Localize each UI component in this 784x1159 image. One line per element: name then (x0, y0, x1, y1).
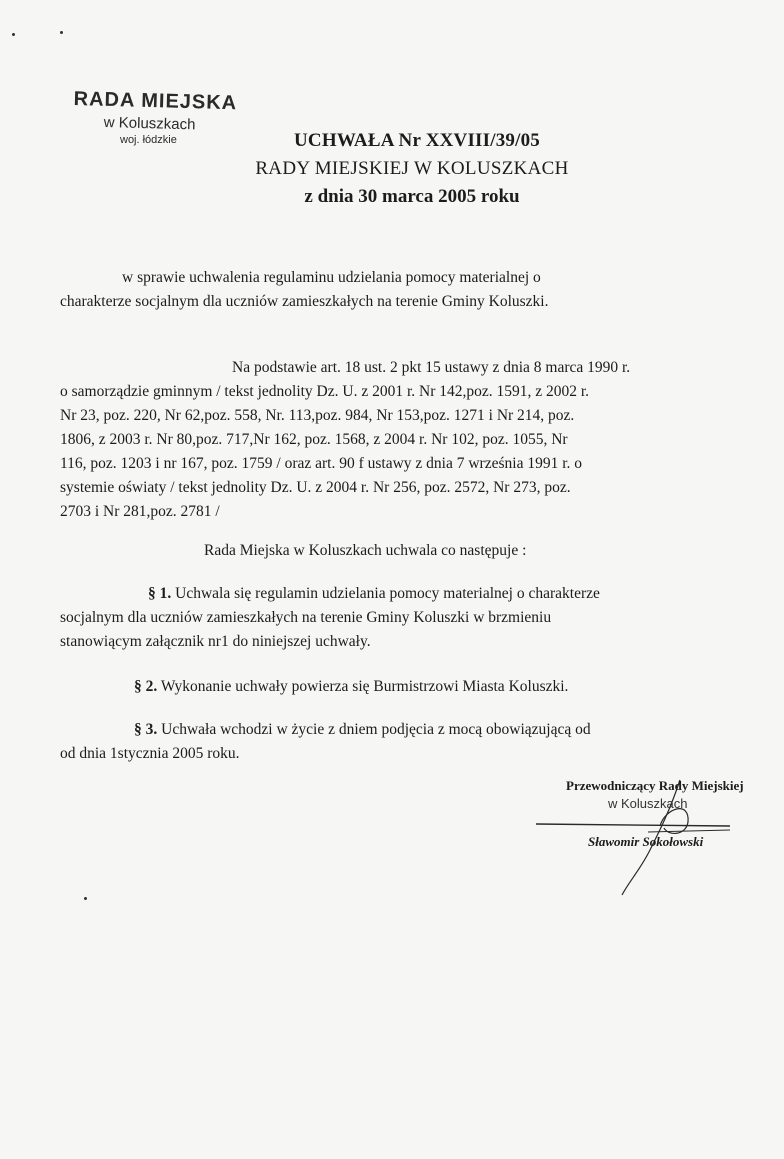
issuing-body: RADY MIEJSKIEJ W KOLUSZKACH (255, 158, 569, 179)
legal-basis-line: Na podstawie art. 18 ust. 2 pkt 15 ustawy z dnia 8 marca 1990 r. (232, 359, 631, 376)
signatory-place: w Koluszkach (608, 796, 688, 811)
stamp-voivodeship: woj. łódzkie (120, 134, 177, 146)
section-1-line: socjalnym dla uczniów zamieszkałych na terenie Gminy Koluszki w brzmieniu (60, 609, 552, 626)
legal-basis-line: Nr 23, poz. 220, Nr 62,poz. 558, Nr. 113,poz. 984, Nr 153,poz. 1271 i Nr 214, poz. (60, 407, 575, 424)
subject-line: charakterze socjalnym dla uczniów zamieszkałych na terenie Gminy Koluszki. (60, 293, 549, 310)
signatory-name: Sławomir Sokołowski (588, 834, 704, 849)
section-3-text: Uchwała wchodzi w życie z dniem podjęcia z mocą obowiązującą od (157, 721, 591, 738)
stamp-title: RADA MIEJSKA (73, 88, 238, 115)
section-1-line: stanowiącym załącznik nr1 do niniejszej uchwały. (60, 633, 371, 650)
section-3-line (134, 719, 591, 741)
resolution-number: UCHWAŁA Nr XXVIII/39/05 (294, 130, 540, 151)
section-1-line (148, 583, 600, 605)
section-2-line (134, 676, 568, 698)
resolution-date: z dnia 30 marca 2005 roku (304, 186, 520, 207)
scan-speck (60, 31, 63, 34)
section-2-mark: § 2. (134, 678, 158, 695)
section-1-text: Uchwala się regulamin udzielania pomocy materialnej o charakterze (171, 585, 600, 602)
scan-speck (84, 897, 87, 900)
legal-basis-line: 2703 i Nr 281,poz. 2781 / (60, 503, 220, 520)
signatory-title: Przewodniczący Rady Miejskiej (566, 778, 744, 793)
signature-block (530, 770, 770, 900)
resolves-clause: Rada Miejska w Koluszkach uchwala co następuje : (204, 542, 527, 559)
stamp-location: w Koluszkach (103, 114, 196, 134)
section-3-mark: § 3. (134, 721, 158, 738)
section-2-text: Wykonanie uchwały powierza się Burmistrzowi Miasta Koluszki. (157, 678, 569, 695)
section-1-mark: § 1. (148, 585, 172, 602)
legal-basis-line: 1806, z 2003 r. Nr 80,poz. 717,Nr 162, poz. 1568, z 2004 r. Nr 102, poz. 1055, Nr (60, 431, 568, 448)
section-3-line: od dnia 1stycznia 2005 roku. (60, 745, 240, 762)
subject-line: w sprawie uchwalenia regulaminu udzielania pomocy materialnej o (122, 269, 541, 286)
scan-speck (12, 33, 15, 36)
legal-basis-line: systemie oświaty / tekst jednolity Dz. U. z 2004 r. Nr 256, poz. 2572, Nr 273, poz. (60, 479, 571, 496)
legal-basis-line: o samorządzie gminnym / tekst jednolity Dz. U. z 2001 r. Nr 142,poz. 1591, z 2002 r. (60, 383, 590, 400)
legal-basis-line: 116, poz. 1203 i nr 167, poz. 1759 / oraz art. 90 f ustawy z dnia 7 września 1991 r. o (60, 455, 583, 472)
